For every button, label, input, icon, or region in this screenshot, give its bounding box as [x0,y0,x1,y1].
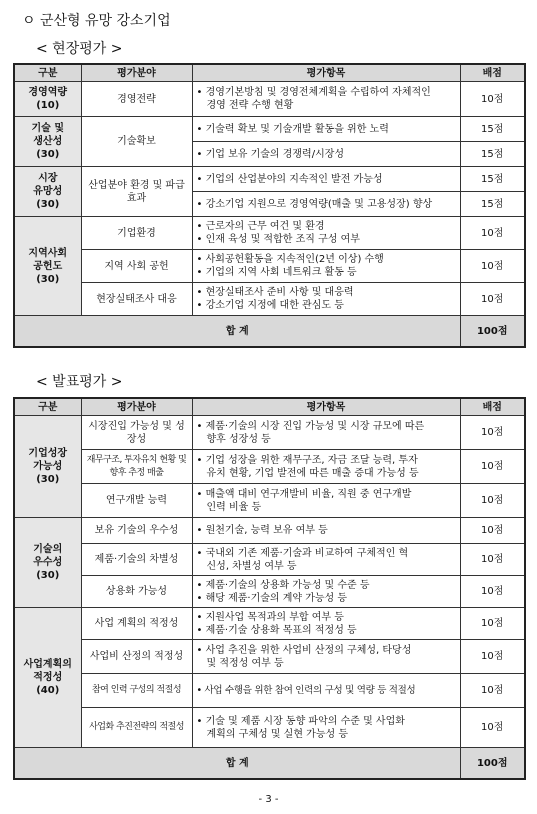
category-cell: 경영역량 (10) [14,82,81,117]
item-cell: • 강소기업 지원으로 경영역량(매출 및 고용성장) 향상 [192,192,460,217]
header-items: 평가항목 [192,398,460,416]
score-cell: 10점 [460,416,525,450]
table-row [14,608,525,640]
category-cell: 사업계획의 적정성 (40) [14,608,81,748]
item-cell: • 기술 및 제품 시장 동향 파악의 수준 및 사업화 계획의 구체성 및 실현 가능성 등 [192,708,460,748]
item-cell: • 근로자의 근무 여건 및 환경 • 인재 육성 및 적합한 조직 구성 여부 [192,217,460,250]
table-row [14,167,525,192]
score-cell: 10점 [460,484,525,518]
table-row [14,250,525,283]
item-cell: • 사업 추진을 위한 사업비 산정의 구체성, 타당성 및 적정성 여부 등 [192,640,460,674]
area-cell: 연구개발 능력 [81,484,192,518]
table-row [14,484,525,518]
score-cell: 15점 [460,167,525,192]
item-cell: • 제품·기술의 상용화 가능성 및 수준 등 • 해당 제품·기술의 계약 가능성 등 [192,576,460,608]
area-cell: 상용화 가능성 [81,576,192,608]
area-cell: 사업비 산정의 적정성 [81,640,192,674]
category-cell: 기술 및 생산성 (30) [14,117,81,167]
page-number: - 3 - [258,794,279,805]
category-cell: 기업성장 가능성 (30) [14,416,81,518]
table-row [14,450,525,484]
area-cell: 기업환경 [81,217,192,250]
item-cell: • 원천기술, 능력 보유 여부 등 [192,518,460,544]
header-items: 평가항목 [192,64,460,82]
score-cell: 10점 [460,708,525,748]
table-row [14,416,525,450]
score-cell: 10점 [460,640,525,674]
score-cell: 15점 [460,142,525,167]
score-cell: 10점 [460,450,525,484]
table-row [14,640,525,674]
area-cell: 참여 인력 구성의 적절성 [81,674,192,708]
total-score: 100점 [460,316,525,348]
table-row [14,576,525,608]
field-eval-table [13,63,526,348]
table-header-row [14,64,525,82]
item-cell: • 기술력 확보 및 기술개발 활동을 위한 노력 [192,117,460,142]
table-row [14,518,525,544]
total-row [14,748,525,780]
score-cell: 10점 [460,82,525,117]
item-cell: • 국내외 기존 제품·기술과 비교하여 구체적인 혁 신성, 차별성 여부 등 [192,544,460,576]
item-cell: • 사업 수행을 위한 참여 인력의 구성 및 역량 등 적절성 [192,674,460,708]
item-cell: • 매출액 대비 연구개발비 비율, 직원 중 연구개발 인력 비율 등 [192,484,460,518]
score-cell: 15점 [460,117,525,142]
section-heading: ㅇ 군산형 유망 강소기업 [22,13,171,29]
area-cell: 재무구조, 투자유치 현황 및 향후 추정 매출 [81,450,192,484]
area-cell: 산업분야 환경 및 파급효과 [81,167,192,217]
table-header-row [14,398,525,416]
item-cell: • 경영기본방침 및 경영전체계획을 수립하여 자체적인 경영 전략 수행 현황 [192,82,460,117]
item-cell: • 현장실태조사 준비 사항 및 대응력 • 강소기업 지정에 대한 관심도 등 [192,283,460,316]
header-area: 평가분야 [81,398,192,416]
item-cell: • 기업 성장을 위한 재무구조, 자금 조달 능력, 투자 유치 현황, 기업 발전에 따른 매출 증대 가능성 등 [192,450,460,484]
area-cell: 사업 계획의 적정성 [81,608,192,640]
area-cell: 시장진입 가능성 및 성장성 [81,416,192,450]
area-cell: 보유 기술의 우수성 [81,518,192,544]
score-cell: 10점 [460,217,525,250]
header-score: 배점 [460,398,525,416]
score-cell: 15점 [460,192,525,217]
field-eval-title: < 현장평가 > [36,41,123,57]
total-score: 100점 [460,748,525,780]
score-cell: 10점 [460,544,525,576]
table-row [14,708,525,748]
area-cell: 경영전략 [81,82,192,117]
item-cell: • 제품·기술의 시장 진입 가능성 및 시장 규모에 따른 향후 성장성 등 [192,416,460,450]
score-cell: 10점 [460,250,525,283]
header-category: 구분 [14,64,81,82]
category-cell: 시장 유망성 (30) [14,167,81,217]
total-label: 합 계 [14,316,460,348]
score-cell: 10점 [460,576,525,608]
item-cell: • 사회공헌활동을 지속적인(2년 이상) 수행 • 기업의 지역 사회 네트워크 활동 등 [192,250,460,283]
score-cell: 10점 [460,608,525,640]
item-cell: • 기업 보유 기술의 경쟁력/시장성 [192,142,460,167]
area-cell: 제품·기술의 차별성 [81,544,192,576]
total-label: 합 계 [14,748,460,780]
score-cell: 10점 [460,674,525,708]
table-row [14,82,525,117]
area-cell: 현장실태조사 대응 [81,283,192,316]
header-area: 평가분야 [81,64,192,82]
category-cell: 지역사회 공헌도 (30) [14,217,81,316]
category-cell: 기술의 우수성 (30) [14,518,81,608]
header-score: 배점 [460,64,525,82]
presentation-eval-title: < 발표평가 > [36,374,123,390]
table-row [14,283,525,316]
area-cell: 사업화 추진전략의 적절성 [81,708,192,748]
score-cell: 10점 [460,518,525,544]
score-cell: 10점 [460,283,525,316]
table-row [14,117,525,142]
table-row [14,544,525,576]
item-cell: • 지원사업 목적과의 부합 여부 등 • 제품·기술 상용화 목표의 적정성 등 [192,608,460,640]
header-category: 구분 [14,398,81,416]
table-row [14,674,525,708]
area-cell: 기술확보 [81,117,192,167]
item-cell: • 기업의 산업분야의 지속적인 발전 가능성 [192,167,460,192]
table-row [14,217,525,250]
presentation-eval-table [13,397,526,780]
total-row [14,316,525,348]
area-cell: 지역 사회 공헌 [81,250,192,283]
